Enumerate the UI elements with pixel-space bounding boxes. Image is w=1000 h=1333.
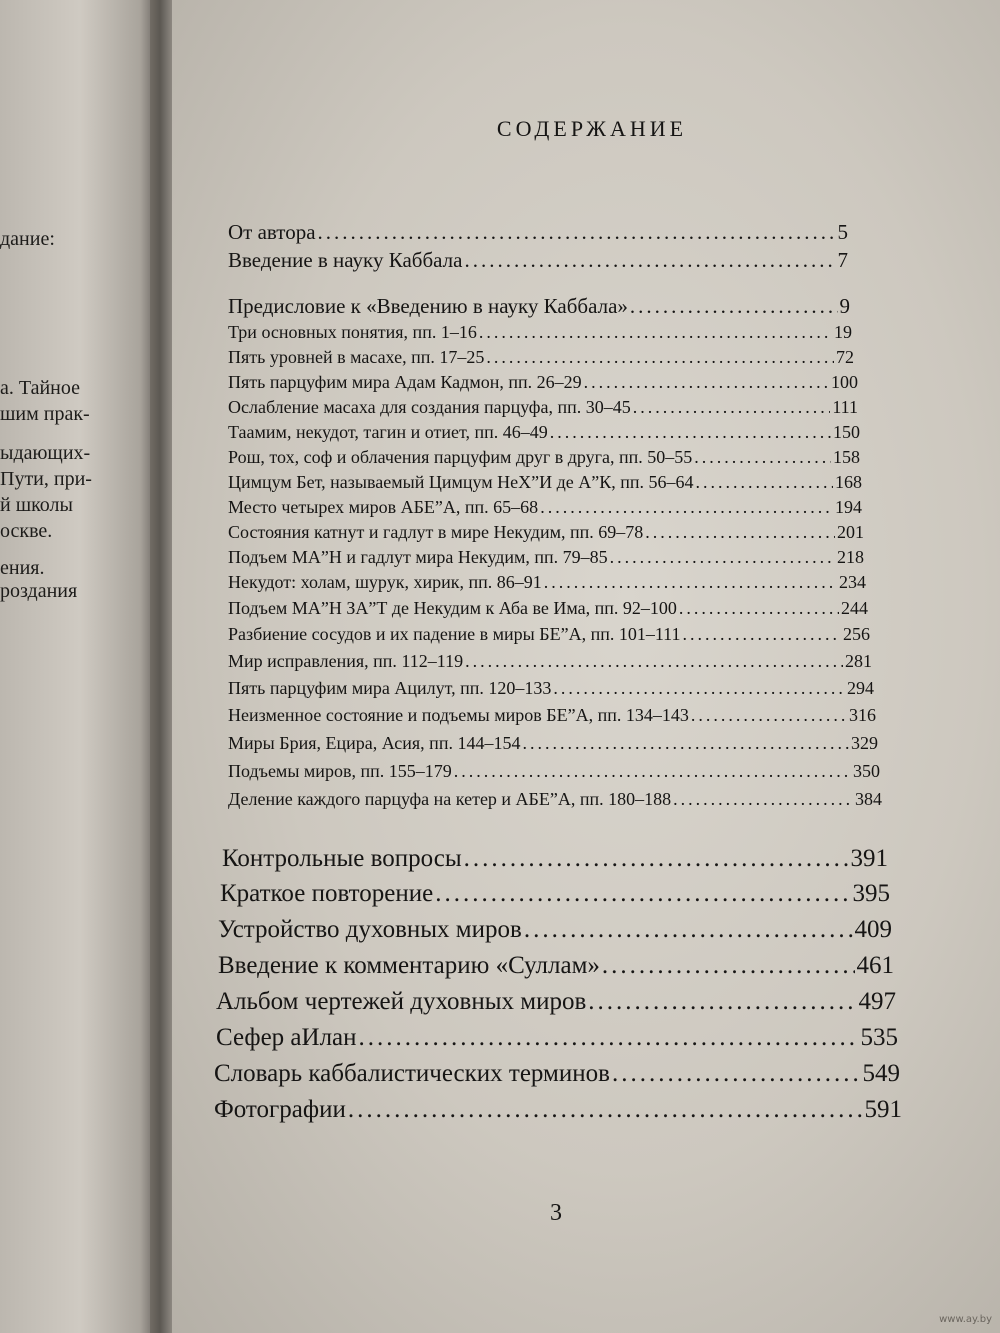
toc-entry-label: Альбом чертежей духовных миров [216, 988, 587, 1015]
toc-entry-label: Неизменное состояние и подъемы миров БЕ”А, пп. 134–143 [228, 705, 689, 725]
toc-entry-page: 535 [860, 1024, 898, 1051]
left-page-line: Пути, при- [0, 468, 92, 490]
toc-leader-dots [630, 294, 838, 319]
toc-entry-label: Деление каждого парцуфа на кетер и АБЕ”А, пп. 180–188 [228, 789, 672, 809]
toc-leader-dots [679, 598, 839, 619]
toc-entry [218, 952, 894, 980]
toc-entry-page: 591 [864, 1096, 902, 1123]
toc-entry-label: Три основных понятия, пп. 1–16 [228, 322, 477, 342]
toc-entry-page: 168 [835, 472, 862, 492]
toc-entry-label: Подъем МА”Н и гадлут мира Некудим, пп. 79–85 [228, 547, 608, 567]
toc-title: СОДЕРЖАНИЕ [496, 116, 688, 141]
toc-subentry [228, 422, 860, 443]
toc-entry-page: 256 [843, 624, 870, 644]
toc-subentry [228, 733, 878, 754]
toc-entry-page: 409 [854, 916, 892, 943]
toc-entry-label: Фотографии [214, 1096, 346, 1123]
toc-leader-dots [464, 845, 849, 873]
toc-entry-label: Рош, тох, соф и облачения парцуфим друг в друга, пп. 50–55 [228, 447, 693, 467]
toc-entry-page: 497 [858, 988, 896, 1015]
toc-leader-dots [645, 522, 835, 543]
left-page-line: дание: [0, 228, 55, 250]
toc-entry-label: Словарь каббалистических терминов [214, 1060, 610, 1087]
toc-leader-dots [584, 372, 829, 393]
toc-entry-page: 194 [835, 497, 862, 517]
toc-entry-page: 100 [831, 372, 858, 392]
toc-entry-page: 384 [855, 789, 882, 809]
toc-entry-label: Введение к комментарию «Суллам» [218, 952, 600, 979]
toc-entry-label: Ослабление масаха для создания парцуфа, пп. 30–45 [228, 397, 631, 417]
toc-entry-label: Мир исправления, пп. 112–119 [228, 651, 464, 671]
toc-leader-dots [540, 497, 833, 518]
toc-leader-dots [610, 547, 835, 568]
toc-subentry [228, 547, 864, 568]
toc-entry-label: Состояния катнут и гадлут в мире Некудим, пп. 69–78 [228, 522, 644, 542]
toc-entry [216, 1024, 898, 1052]
toc-entry-page: 201 [837, 522, 864, 542]
toc-entry [216, 988, 896, 1016]
toc-subentry [228, 572, 866, 593]
toc-entry [220, 880, 890, 908]
toc-leader-dots [318, 220, 836, 245]
left-page-line: ыдающих- [0, 442, 91, 464]
toc-leader-dots [522, 733, 849, 754]
toc-entry-label: Миры Брия, Ецира, Асия, пп. 144–154 [228, 733, 521, 753]
toc-entry-page: 549 [862, 1060, 900, 1087]
toc-leader-dots [602, 952, 855, 980]
toc-entry-label: Введение в науку Каббала [228, 248, 463, 272]
toc-entry-label: Некудот: холам, шурук, хирик, пп. 86–91 [228, 572, 542, 592]
toc-entry-page: 281 [845, 651, 872, 671]
toc-leader-dots [435, 880, 850, 908]
toc-entry-page: 9 [839, 294, 850, 318]
toc-leader-dots [464, 248, 835, 273]
right-page [172, 0, 1000, 1333]
toc-entry-page: 350 [853, 761, 880, 781]
toc-entry-page: 234 [839, 572, 866, 592]
toc-leader-dots [550, 422, 831, 443]
toc-leader-dots [544, 572, 837, 593]
toc-entry-page: 316 [849, 705, 876, 725]
toc-entry-page: 294 [847, 678, 874, 698]
toc-leader-dots [612, 1060, 861, 1088]
toc-entry [214, 1096, 902, 1124]
toc-entry-label: Пять уровней в масахе, пп. 17–25 [228, 347, 485, 367]
toc-leader-dots [454, 761, 851, 782]
toc-subentry [228, 497, 862, 518]
toc-subentry [228, 472, 862, 493]
toc-leader-dots [553, 678, 845, 699]
toc-entry-page: 158 [833, 447, 860, 467]
toc-leader-dots [348, 1096, 863, 1124]
left-page-line: шим прак- [0, 403, 90, 425]
toc-entry-page: 218 [837, 547, 864, 567]
toc-subentry [228, 651, 872, 672]
toc-subentry [228, 789, 882, 810]
toc-entry-label: Пять парцуфим мира Адам Кадмон, пп. 26–29 [228, 372, 582, 392]
toc-entry-page: 150 [833, 422, 860, 442]
toc-entry-page: 72 [836, 347, 854, 367]
left-page-line: оскве. [0, 520, 53, 542]
toc-entry-label: Цимцум Бет, называемый Цимцум НеХ”И де А”К, пп. 56–64 [228, 472, 694, 492]
toc-entry-page: 111 [832, 397, 858, 417]
toc-subentry [228, 447, 860, 468]
toc-leader-dots [694, 447, 831, 468]
toc-subentry [228, 522, 864, 543]
toc-entry-label: Пять парцуфим мира Ацилут, пп. 120–133 [228, 678, 552, 698]
toc-subentry [228, 678, 874, 699]
watermark: www.ay.by [939, 1314, 992, 1325]
toc-leader-dots [633, 397, 831, 418]
toc-entry-label: Сефер аИлан [216, 1024, 357, 1051]
toc-subentry [228, 322, 852, 343]
toc-entry-page: 461 [856, 952, 894, 979]
toc-subentry [228, 598, 868, 619]
page-number: 3 [550, 1200, 562, 1226]
toc-entry-label: Таамим, некудот, тагин и отиет, пп. 46–49 [228, 422, 548, 442]
toc-subentry [228, 761, 880, 782]
toc-entry-page: 329 [851, 733, 878, 753]
toc-entry-page: 7 [837, 248, 848, 272]
toc-entry-label: Место четырех миров АБЕ”А, пп. 65–68 [228, 497, 539, 517]
toc-entry-label: От автора [228, 220, 316, 244]
toc-entry-label: Подъемы миров, пп. 155–179 [228, 761, 452, 781]
toc-leader-dots [673, 789, 853, 810]
table-of-contents [172, 0, 1000, 1333]
left-page [0, 0, 150, 1333]
left-page-line: й школы [0, 494, 73, 516]
left-page-line: ения. [0, 557, 45, 579]
toc-entry-label: Контрольные вопросы [222, 845, 462, 872]
toc-leader-dots [696, 472, 833, 493]
toc-leader-dots [691, 705, 847, 726]
toc-entry-label: Подъем МА”Н ЗА”Т де Некудим к Аба ве Има, пп. 92–100 [228, 598, 677, 618]
toc-entry-label: Разбиение сосудов и их падение в миры БЕ”А, пп. 101–111 [228, 624, 681, 644]
toc-entry-page: 244 [841, 598, 868, 618]
toc-entry [222, 845, 888, 873]
toc-subentry [228, 705, 876, 726]
toc-subentry [228, 397, 858, 418]
left-page-line: а. Тайное [0, 377, 80, 399]
toc-leader-dots [465, 651, 843, 672]
toc-entry [228, 248, 848, 273]
left-page-line: роздания [0, 580, 78, 602]
toc-leader-dots [524, 916, 853, 944]
toc-entry [218, 916, 892, 944]
toc-entry-label: Устройство духовных миров [218, 916, 522, 943]
toc-leader-dots [588, 988, 856, 1016]
toc-entry-label: Краткое повторение [220, 880, 434, 907]
toc-entry-label: Предисловие к «Введению в науку Каббала» [228, 294, 628, 318]
toc-leader-dots [479, 322, 832, 343]
toc-entry-page: 391 [850, 845, 888, 872]
toc-entry [228, 220, 848, 245]
toc-entry-page: 395 [852, 880, 890, 907]
toc-leader-dots [359, 1024, 859, 1052]
toc-entry-page: 19 [834, 322, 852, 342]
toc-entry [228, 294, 850, 319]
toc-subentry [228, 347, 854, 368]
toc-leader-dots [486, 347, 834, 368]
toc-entry-page: 5 [837, 220, 848, 244]
toc-subentry [228, 372, 858, 393]
toc-entry [214, 1060, 900, 1088]
toc-subentry [228, 624, 870, 645]
toc-leader-dots [683, 624, 841, 645]
